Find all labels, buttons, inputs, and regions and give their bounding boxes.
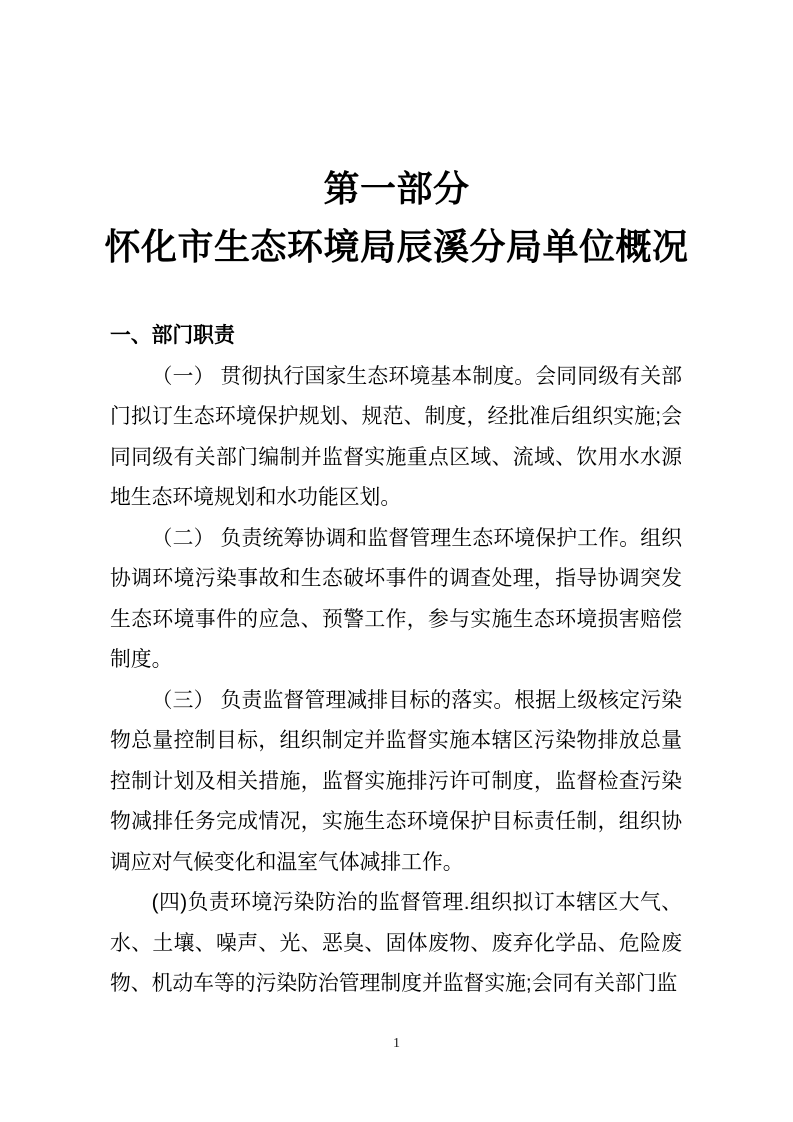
paragraph-duty-1: （一） 贯彻执行国家生态环境基本制度。会同同级有关部门拟订生态环境保护规划、规范、制度，经批准后组织实施;会同同级有关部门编制并监督实施重点区域、流域、饮用水水源地生态环境规划和水功能区划。 bbox=[110, 364, 682, 509]
paragraph-duty-4: (四)负责环境污染防治的监督管理.组织拟订本辖区大气、水、土壤、噪声、光、恶臭、固体废物、废弃化学品、危险废物、机动车等的污染防治管理制度并监督实施;会同有关部门监 bbox=[110, 891, 682, 995]
paragraph-duty-2: （二） 负责统筹协调和监督管理生态环境保护工作。组织协调环境污染事故和生态破坏事件的调查处理，指导协调突发生态环境事件的应急、预警工作，参与实施生态环境损害赔偿制度。 bbox=[110, 526, 682, 671]
page-number: 1 bbox=[393, 1036, 400, 1051]
part-title: 第一部分 bbox=[323, 168, 470, 209]
paragraph-duty-3: （三） 负责监督管理减排目标的落实。根据上级核定污染物总量控制目标，组织制定并监督实施本辖区污染物排放总量控制计划及相关措施，监督实施排污许可制度，监督检查污染物减排任务完成情况，实施生态环境保护目标责任制，组织协调应对气候变化和温室气体减排工作。 bbox=[110, 688, 682, 874]
unit-title: 怀化市生态环境局辰溪分局单位概况 bbox=[104, 226, 689, 267]
section-heading: 一、部门职责 bbox=[110, 324, 235, 347]
document-body bbox=[110, 316, 682, 1005]
